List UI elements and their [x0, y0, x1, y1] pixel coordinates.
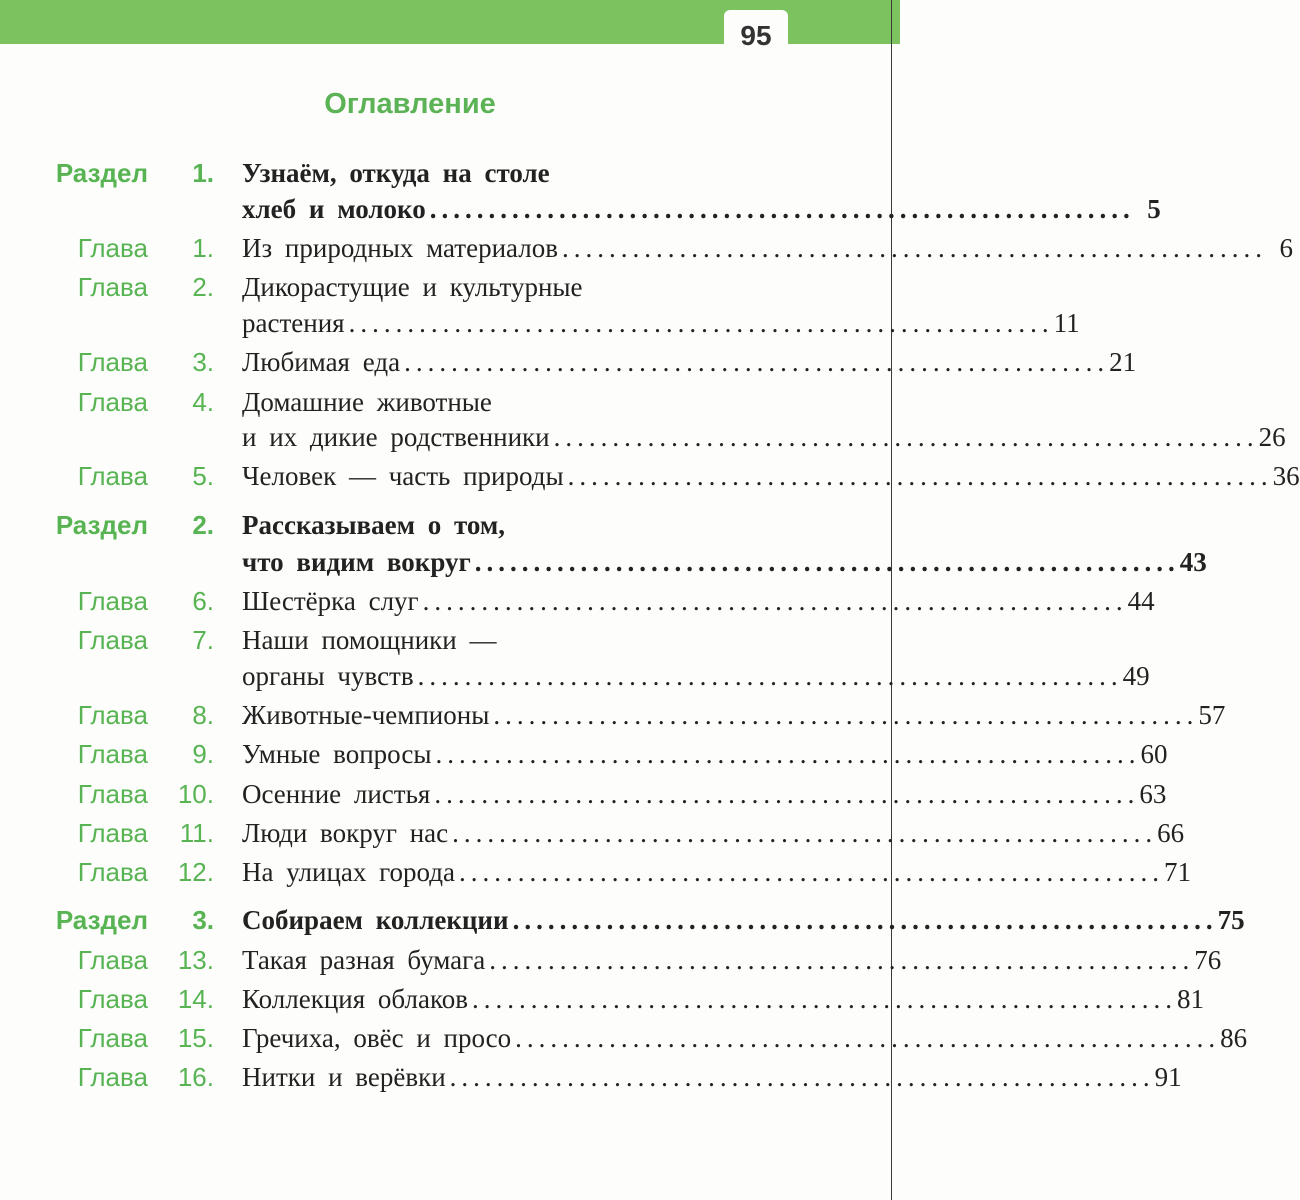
- toc-chapter-row: [0, 775, 1167, 813]
- entry-page-number: 76: [1194, 945, 1222, 975]
- entry-page-number: 86: [1220, 1023, 1248, 1053]
- section-number: 1.: [192, 158, 214, 188]
- entry-title: Человек — часть природы: [242, 461, 564, 491]
- toc-section-row: [0, 543, 1207, 581]
- toc-entry: [242, 735, 1168, 773]
- section-label: Раздел: [55, 158, 148, 188]
- dot-leader: ............................................................: [452, 818, 1158, 848]
- chapter-label: Глава: [77, 461, 148, 491]
- toc-entry: [242, 268, 794, 306]
- dot-leader: ............................................................: [474, 547, 1180, 577]
- toc-entry: [242, 343, 1137, 381]
- chapter-number: 8.: [192, 700, 214, 730]
- chapter-label: Глава: [77, 818, 148, 848]
- dot-leader: ............................................................: [435, 739, 1141, 769]
- page-title: Оглавление: [324, 88, 496, 120]
- chapter-number: 1.: [192, 233, 214, 263]
- entry-title: Дикорастущие и культурные: [242, 272, 583, 302]
- entry-title: Рассказываем о том,: [242, 510, 506, 540]
- chapter-number: 16.: [177, 1062, 214, 1092]
- dot-leader: ............................................................: [489, 945, 1195, 975]
- dot-leader: ............................................................: [417, 661, 1123, 691]
- toc-chapter-row: [0, 657, 1150, 695]
- toc-entry: [242, 853, 1191, 891]
- chapter-label: Глава: [77, 739, 148, 769]
- section-label: Раздел: [55, 905, 148, 935]
- entry-title: Из природных материалов: [242, 233, 558, 263]
- toc-entry: [242, 304, 1080, 342]
- toc-entry: [242, 190, 1161, 228]
- entry-page-number: 63: [1139, 779, 1167, 809]
- section-number: 2.: [192, 510, 214, 540]
- toc-chapter-row: [0, 853, 1191, 891]
- entry-page-number: 75: [1217, 905, 1245, 935]
- entry-title: Наши помощники —: [242, 625, 497, 655]
- dot-leader: ............................................................: [561, 233, 1267, 263]
- chapter-label: Глава: [77, 586, 148, 616]
- toc-chapter-row: [0, 621, 900, 659]
- dot-leader: ............................................................: [422, 586, 1128, 616]
- toc-entry: [242, 506, 794, 544]
- toc-chapter-row: [0, 814, 1185, 852]
- chapter-number: 12.: [177, 857, 214, 887]
- entry-page-number: 57: [1198, 700, 1226, 730]
- chapter-number: 2.: [192, 272, 214, 302]
- toc-chapter-row: [0, 229, 1293, 267]
- toc-entry: [242, 941, 1222, 979]
- chapter-number: 3.: [192, 347, 214, 377]
- toc-section-row: [0, 506, 900, 544]
- toc-chapter-row: [0, 980, 1204, 1018]
- entry-page-number: 66: [1157, 818, 1185, 848]
- toc-entry: [242, 696, 1226, 734]
- entry-title: растения: [242, 308, 345, 338]
- toc-chapter-row: [0, 735, 1168, 773]
- chapter-number: 6.: [192, 586, 214, 616]
- section-label: Раздел: [55, 510, 148, 540]
- entry-page-number: 26: [1258, 422, 1286, 452]
- entry-title: Шестёрка слуг: [242, 586, 419, 616]
- toc-entry: [242, 980, 1204, 1018]
- toc-entry: [242, 229, 1293, 267]
- toc-entry: [242, 621, 794, 659]
- toc-chapter-row: [0, 343, 1137, 381]
- entry-title: Животные-чемпионы: [242, 700, 490, 730]
- entry-title: хлеб и молоко: [242, 194, 426, 224]
- entry-title: Коллекция облаков: [242, 984, 468, 1014]
- entry-title: Собираем коллекции: [242, 905, 509, 935]
- chapter-number: 11.: [179, 818, 214, 848]
- toc-chapter-row: [0, 304, 1080, 342]
- toc-entry: [242, 901, 1245, 939]
- entry-title: Домашние животные: [242, 387, 492, 417]
- toc-chapter-row: [0, 1058, 1182, 1096]
- toc-entry: [242, 1019, 1248, 1057]
- entry-title: Осенние листья: [242, 779, 431, 809]
- entry-page-number: 91: [1154, 1062, 1182, 1092]
- toc-entry: [242, 657, 1150, 695]
- entry-page-number: 43: [1179, 547, 1207, 577]
- chapter-label: Глава: [77, 272, 148, 302]
- entry-page-number: 81: [1176, 984, 1204, 1014]
- entry-title: Нитки и верёвки: [242, 1062, 446, 1092]
- toc-section-row: [0, 901, 1245, 939]
- entry-page-number: 36: [1272, 461, 1300, 491]
- chapter-label: Глава: [77, 625, 148, 655]
- toc-chapter-row: [0, 457, 1300, 495]
- chapter-label: Глава: [77, 233, 148, 263]
- chapter-number: 10.: [177, 779, 214, 809]
- chapter-label: Глава: [77, 347, 148, 377]
- toc-section-row: [0, 154, 900, 192]
- toc-entry: [242, 418, 1286, 456]
- dot-leader: ............................................................: [567, 461, 1273, 491]
- entry-page-number: 71: [1164, 857, 1191, 887]
- toc-entry: [242, 814, 1185, 852]
- dot-leader: ............................................................: [404, 347, 1110, 377]
- toc-chapter-row: [0, 268, 900, 306]
- entry-page-number: 6: [1279, 233, 1293, 263]
- chapter-number: 5.: [192, 461, 214, 491]
- entry-page-number: 11: [1053, 308, 1080, 338]
- entry-title: Такая разная бумага: [242, 945, 486, 975]
- dot-leader: ............................................................: [434, 779, 1140, 809]
- chapter-label: Глава: [77, 779, 148, 809]
- chapter-label: Глава: [77, 1062, 148, 1092]
- entry-title: и их дикие родственники: [242, 422, 550, 452]
- toc-entry: [242, 383, 794, 421]
- toc-entry: [242, 457, 1300, 495]
- dot-leader: ............................................................: [348, 308, 1054, 338]
- chapter-number: 9.: [192, 739, 214, 769]
- toc-entry: [242, 1058, 1182, 1096]
- toc-chapter-row: [0, 582, 1155, 620]
- toc-entry: [242, 154, 794, 192]
- entry-page-number: 5: [1147, 194, 1161, 224]
- toc-chapter-row: [0, 696, 1226, 734]
- entry-title: что видим вокруг: [242, 547, 471, 577]
- toc-chapter-row: [0, 418, 1286, 456]
- chapter-label: Глава: [77, 387, 148, 417]
- chapter-number: 4.: [192, 387, 214, 417]
- toc-entry: [242, 543, 1207, 581]
- entry-title: Умные вопросы: [242, 739, 432, 769]
- entry-title: Узнаём, откуда на столе: [242, 158, 550, 188]
- entry-page-number: 49: [1122, 661, 1150, 691]
- toc-entry: [242, 775, 1167, 813]
- chapter-label: Глава: [77, 984, 148, 1014]
- dot-leader: ............................................................: [493, 700, 1199, 730]
- dot-leader: ............................................................: [515, 1023, 1221, 1053]
- toc-section-row: [0, 190, 1161, 228]
- page-number: 95: [724, 10, 788, 60]
- entry-title: На улицах города: [242, 857, 455, 887]
- toc-chapter-row: [0, 941, 1222, 979]
- entry-page-number: 60: [1140, 739, 1168, 769]
- dot-leader: ............................................................: [471, 984, 1177, 1014]
- toc-entry: [242, 582, 1155, 620]
- toc-chapter-row: [0, 383, 900, 421]
- chapter-label: Глава: [77, 857, 148, 887]
- entry-title: Гречиха, овёс и просо: [242, 1023, 512, 1053]
- entry-page-number: 44: [1127, 586, 1155, 616]
- entry-title: органы чувств: [242, 661, 414, 691]
- dot-leader: ............................................................: [553, 422, 1259, 452]
- chapter-number: 13.: [177, 945, 214, 975]
- dot-leader: ............................................................: [449, 1062, 1155, 1092]
- chapter-number: 14.: [177, 984, 214, 1014]
- toc-chapter-row: [0, 1019, 1248, 1057]
- dot-leader: ............................................................: [512, 905, 1218, 935]
- chapter-number: 7.: [192, 625, 214, 655]
- chapter-label: Глава: [77, 1023, 148, 1053]
- chapter-label: Глава: [77, 945, 148, 975]
- chapter-label: Глава: [77, 700, 148, 730]
- section-number: 3.: [192, 905, 214, 935]
- dot-leader: ............................................................: [429, 194, 1135, 224]
- entry-title: Люди вокруг нас: [242, 818, 449, 848]
- dot-leader: ............................................................: [459, 857, 1164, 887]
- entry-title: Любимая еда: [242, 347, 401, 377]
- chapter-number: 15.: [177, 1023, 214, 1053]
- entry-page-number: 21: [1109, 347, 1137, 377]
